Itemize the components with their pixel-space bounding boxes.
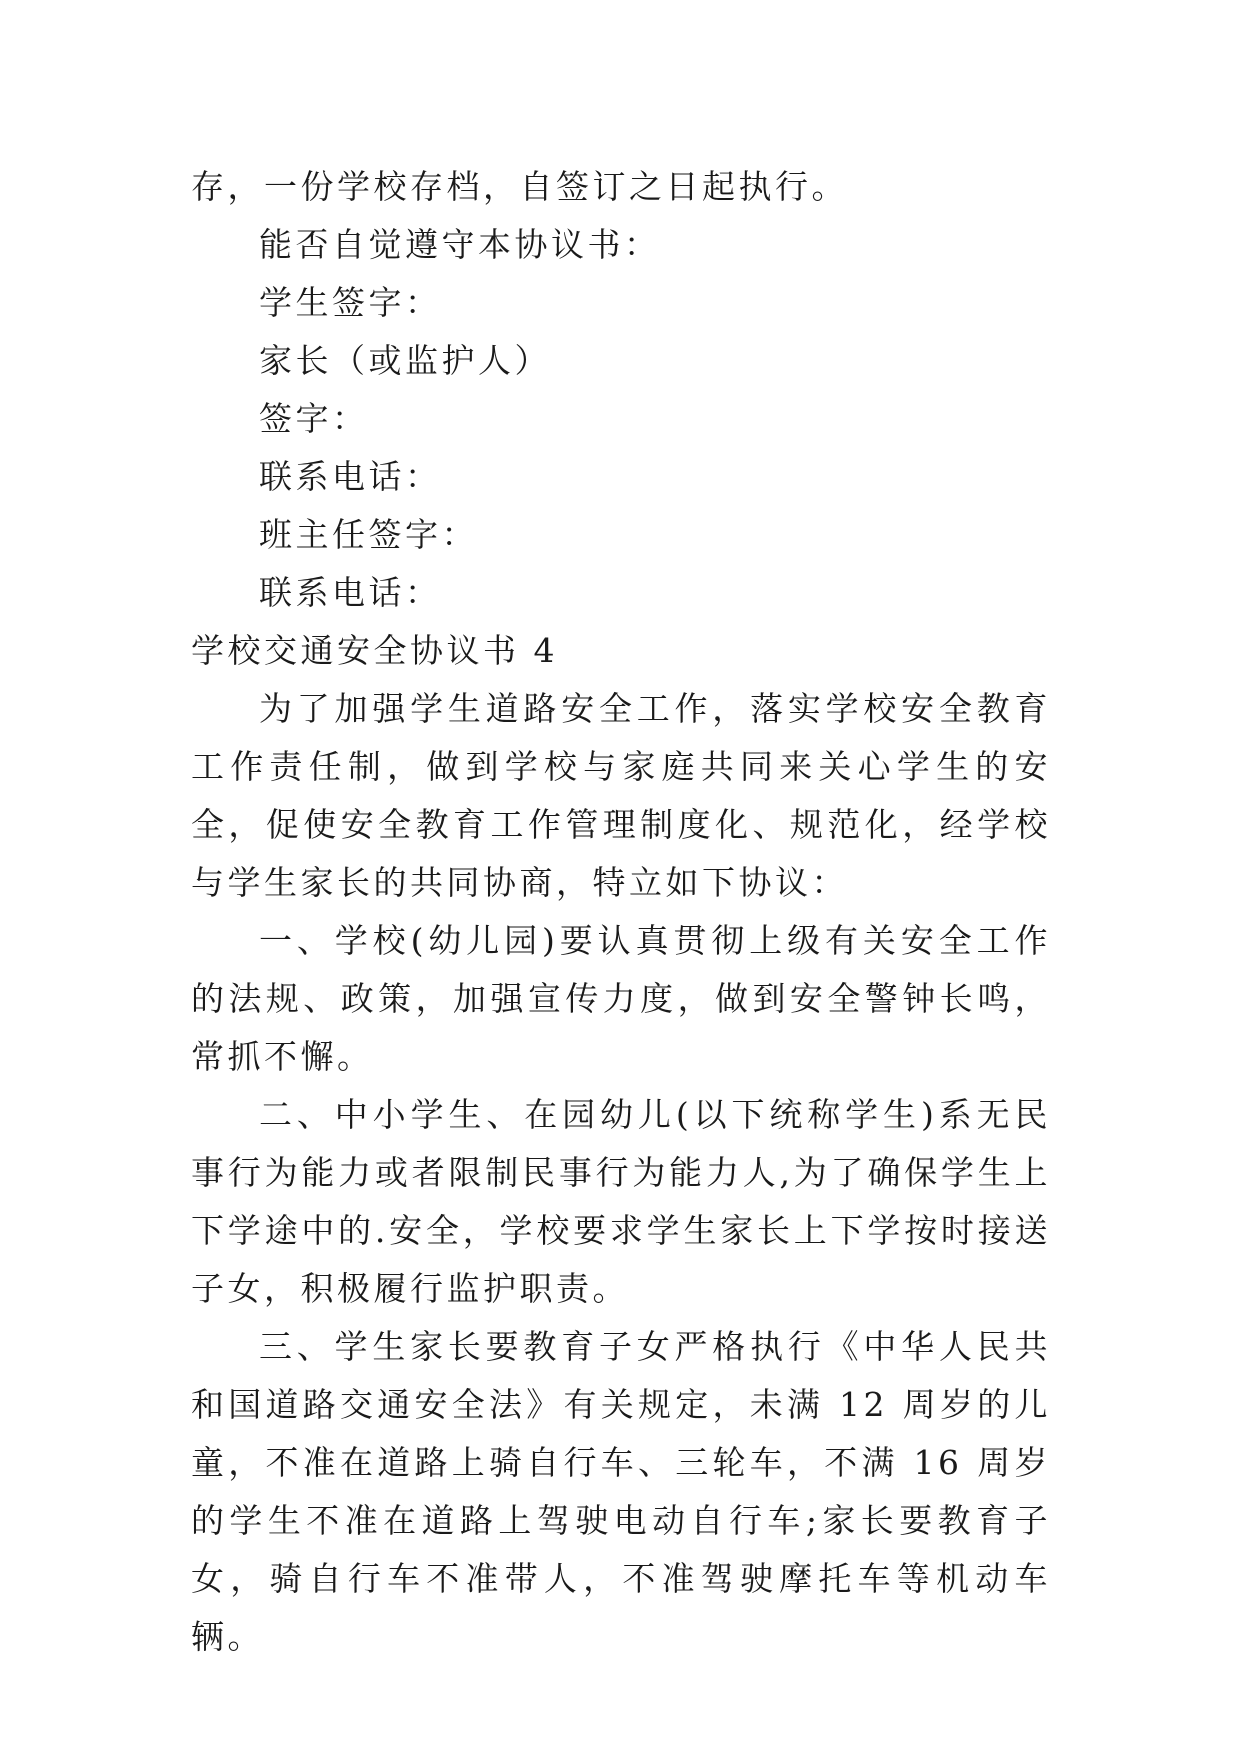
paragraph-intro: 为了加强学生道路安全工作，落实学校安全教育工作责任制，做到学校与家庭共同来关心学生的安全，促使安全教育工作管理制度化、规范化，经学校与学生家长的共同协商，特立如下协议：: [191, 689, 1051, 902]
section-title: 学校交通安全协议书 4: [191, 631, 558, 670]
document-body: [191, 158, 1051, 1666]
guardian-signature-label: 签字：: [259, 399, 369, 438]
teacher-signature-label: 班主任签字：: [259, 515, 478, 554]
guardian-label: 家长（或监护人）: [259, 341, 551, 380]
teacher-phone-label: 联系电话：: [259, 573, 442, 612]
student-signature-label: 学生签字：: [259, 283, 442, 322]
compliance-question: 能否自觉遵守本协议书：: [259, 225, 661, 264]
continued-line: 存，一份学校存档，自签订之日起执行。: [191, 167, 848, 206]
paragraph-clause-3: 三、学生家长要教育子女严格执行《中华人民共和国道路交通安全法》有关规定，未满 12 周岁的儿童，不准在道路上骑自行车、三轮车，不满 16 周岁的学生不准在道路上驾驶电动自行车;家长要教育子女，骑自行车不准带人，不准驾驶摩托车等机动车辆。: [191, 1327, 1051, 1656]
paragraph-clause-2: 二、中小学生、在园幼儿(以下统称学生)系无民事行为能力或者限制民事行为能力人,为了确保学生上下学途中的.安全，学校要求学生家长上下学按时接送子女，积极履行监护职责。: [191, 1095, 1051, 1308]
paragraph-clause-1: 一、学校(幼儿园)要认真贯彻上级有关安全工作的法规、政策，加强宣传力度，做到安全警钟长鸣，常抓不懈。: [191, 921, 1051, 1076]
guardian-phone-label: 联系电话：: [259, 457, 442, 496]
